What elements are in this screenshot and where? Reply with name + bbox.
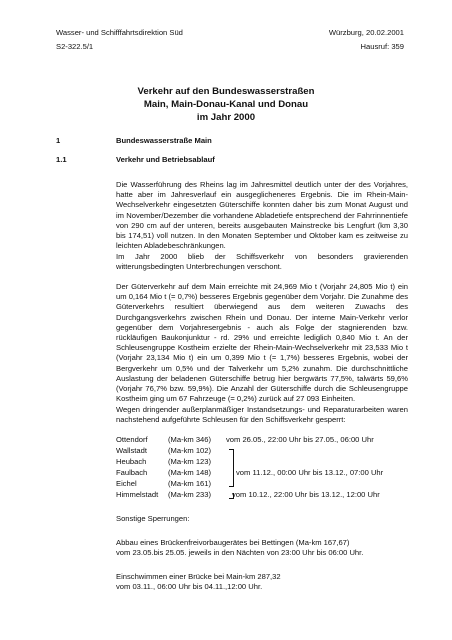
paragraph-text: Die Wasserführung des Rheins lag im Jahresmittel deutlich unter der des Vorjahres, hatte aber im Jahresverlauf ein ausgeglicheneres Ergebnis. Die im Rhein-Main-Wechselverkehr eingesetzten Güterschiffe konnten daher bis zum Monat August und im November/Dezember die vorhandene Abladetiefe entsprechend der Fahrrinnentiefe von 290 cm auf der unteren, bereits ausgebauten Mainstrecke bis Lengfurt (km 3,30 bis 174,51) voll nutzen. In den Monaten September und Oktober kam es zeitweise zu leichten Abladebeschränkungen. — [116, 180, 408, 251]
document-title-line2: Main, Main-Donau-Kanal und Donau — [143, 99, 309, 110]
lock-name: Himmelstadt — [116, 490, 159, 499]
section-1-1-title: Verkehr und Betriebsablauf — [116, 155, 215, 164]
lock-km: (Ma-km 102) — [168, 446, 212, 455]
paragraph-freight-traffic — [116, 282, 408, 404]
paragraph-text: Der Güterverkehr auf dem Main erreichte mit 24,969 Mio t (Vorjahr 24,805 Mio t) ein um 0,164 Mio t (= 0,7%) besseres Ergebnis gegenüber dem Vorjahr. Die Zunahme des Güterverkehrs resultiert überwiegend aus dem weiteren Zuwachs des Durchgangsverkehrs zwischen Rhein und Donau. Der interne Main-Verkehr verlor gegenüber dem Vorjahresergebnis - auch als Folge der stagnierenden bzw. rückläufigen Baukonjunktur - rd. 29% und erreichte lediglich 0,840 Mio t. An der Schleusengruppe Kostheim erzielte der Rhein-Main-Wechselverkehr mit 23,533 Mio t (Vorjahr 23,134 Mio t) ein um 0,399 Mio t (= 1,7%) besseres Ergebnis, wobei der Bergverkehr um 0,5% und der Talverkehr um 5,2% zunahm. Die durchschnittliche Auslastung der beladenen Güterschiffe betrug hier bergwärts 77,5%, talwärts 59,6% (Vorjahr 76,7% bzw. 59,9%). Die Anzahl der Güterschiffe durch die Schleusengruppe Kostheim ging um 67 Fahrzeuge (= 0,2%) zurück auf 27 093 Einheiten. — [116, 282, 408, 404]
paragraph-text: Im Jahr 2000 blieb der Schiffsverkehr von besonders gravierenden witterungsbedingten Unterbrechungen verschont. — [116, 252, 408, 272]
other-closures-heading: Sonstige Sperrungen: — [116, 514, 190, 523]
lock-name: Ottendorf — [116, 435, 148, 444]
place-date: Würzburg, 20.02.2001 — [328, 28, 404, 37]
lock-name: Wallstadt — [116, 446, 147, 455]
grouping-brace-tick — [229, 493, 234, 499]
agency-name: Wasser- und Schifffahrtsdirektion Süd — [56, 28, 183, 37]
lock-name: Eichel — [116, 479, 137, 488]
internal-reference: Hausruf: 359 — [360, 42, 404, 51]
lock-km: (Ma-km 346) — [168, 435, 212, 444]
lock-km: (Ma-km 123) — [168, 457, 212, 466]
document-title-line1: Verkehr auf den Bundeswasserstraßen — [137, 86, 315, 97]
grouping-brace — [229, 449, 234, 487]
section-1-1-number: 1.1 — [56, 155, 67, 164]
other-closure-1-line2: vom 23.05.bis 25.05. jeweils in den Nächten von 23:00 Uhr bis 06:00 Uhr. — [116, 548, 364, 557]
document-title-line3: im Jahr 2000 — [196, 112, 256, 123]
paragraph-water-levels — [116, 180, 408, 251]
paragraph-lock-closures — [116, 405, 408, 425]
other-closure-2-line2: vom 03.11., 06:00 Uhr bis 04.11.,12:00 Uhr. — [116, 582, 263, 591]
lock-km: (Ma-km 148) — [168, 468, 212, 477]
section-1-title: Bundeswasserstraße Main — [116, 136, 212, 145]
section-1-number: 1 — [56, 136, 61, 145]
file-reference: S2-322.5/1 — [56, 42, 94, 51]
lock-name: Faulbach — [116, 468, 148, 477]
lock-km: (Ma-km 161) — [168, 479, 212, 488]
lock-km: (Ma-km 233) — [168, 490, 212, 499]
lock-closure-time: vom 26.05., 22:00 Uhr bis 27.05., 06:00 Uhr — [226, 435, 374, 444]
other-closure-2-line1: Einschwimmen einer Brücke bei Main-km 287,32 — [116, 572, 281, 581]
lock-name: Heubach — [116, 457, 147, 466]
lock-closure-time: vom 11.12., 00:00 Uhr bis 13.12., 07:00 Uhr — [236, 468, 384, 477]
paragraph-text: Wegen dringender außerplanmäßiger Instandsetzungs- und Reparaturarbeiten waren nachstehend aufgeführte Schleusen für den Schiffsverkehr gesperrt: — [116, 405, 408, 425]
other-closure-1-line1: Abbau eines Brückenfreivorbaugerätes bei Bettingen (Ma-km 167,67) — [116, 538, 350, 547]
paragraph-weather — [116, 252, 408, 272]
lock-closure-time: vom 10.12., 22:00 Uhr bis 13.12., 12:00 Uhr — [232, 490, 380, 499]
